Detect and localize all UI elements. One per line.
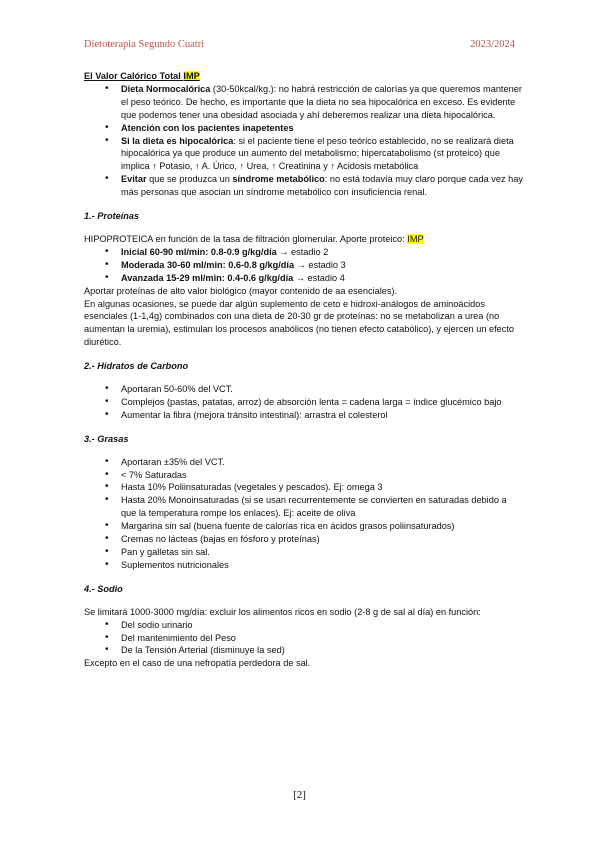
list-item: • Evitar que se produzca un síndrome metabólico: no está todavía muy claro porque cada vez hay más personas que asocian un síndrome metabólico con insuficiencia renal.	[84, 173, 524, 199]
list-item: • Hasta 20% Monoinsaturadas (si se usan recurrentemente se convierten en saturadas debido a que la temperatura rompe los enlaces). Ej: aceite de oliva	[84, 494, 524, 520]
sodio-list	[84, 619, 524, 658]
section-title-grasas: 3.- Grasas	[84, 433, 129, 444]
list-item: • Del sodio urinario	[84, 619, 524, 632]
section-title-sodio: 4.- Sodio	[84, 583, 123, 594]
list-item: • Del mantenimiento del Peso	[84, 632, 524, 645]
list-item: • Dieta Normocalórica (30-50kcal/kg.): no habrá restricción de calorías ya que queremos mantener el peso teórico. De hecho, es importante que la dieta no sea hipocalórica en exceso. Es evidente que podemos tener una obesidad asociada y ahí deberemos realizar una dieta hipocalórica.	[84, 83, 524, 122]
proteinas-intro: HIPOPROTEICA en función de la tasa de filtración glomerular. Aporte proteico: IMP	[84, 233, 424, 244]
list-item: • < 7% Saturadas	[84, 469, 524, 482]
hidratos-list	[84, 383, 524, 422]
imp-highlight: IMP	[407, 233, 424, 244]
list-item: • Si la dieta es hipocalórica: si el paciente tiene el peso teórico establecido, no se realizará dieta hipocalórica ya que produce un aumento del metabolismo; hipercatabolismo (st proteico) que implica ↑ Potasio, ↑ A. Úrico, ↑ Urea, ↑ Creatinina y ↑ Acidosis metabólica	[84, 135, 524, 174]
list-item: • Hasta 10% Poliinsaturadas (vegetales y pescados). Ej: omega 3	[84, 481, 524, 494]
list-item: • Cremas no lácteas (bajas en fósforo y proteínas)	[84, 533, 524, 546]
document-body	[84, 70, 524, 670]
list-item: • Aportaran 50-60% del VCT.	[84, 383, 524, 396]
list-item: • Suplementos nutricionales	[84, 559, 524, 572]
list-item: • Aumentar la fibra (mejora tránsito intestinal): arrastra el colesterol	[84, 409, 524, 422]
section-title-vct: El Valor Calórico Total IMP	[84, 71, 200, 81]
list-item: • De la Tensión Arterial (disminuye la sed)	[84, 644, 524, 657]
header-subject: Dietoterapia Segundo Cuatri	[84, 39, 205, 50]
list-item: • Complejos (pastas, patatas, arroz) de absorción lenta = cadena larga = índice glucémico bajo	[84, 396, 524, 409]
list-item: • Moderada 30-60 ml/min: 0.6-0.8 g/kg/día → estadio 3	[84, 259, 524, 272]
list-item: • Margarina sin sal (buena fuente de calorías rica en ácidos grasos poliinsaturados)	[84, 520, 524, 533]
vct-list	[84, 83, 524, 199]
page-number: [2]	[293, 789, 306, 801]
sodio-outro: Excepto en el caso de una nefropatía perdedora de sal.	[84, 658, 311, 669]
list-item: • Pan y galletas sin sal.	[84, 546, 524, 559]
proteinas-paragraph: Aportar proteínas de alto valor biológico (mayor contenido de aa esenciales).	[84, 285, 398, 296]
header-year: 2023/2024	[470, 39, 515, 50]
imp-highlight: IMP	[183, 71, 200, 81]
list-item: • Avanzada 15-29 ml/min: 0.4-0.6 g/kg/día → estadio 4	[84, 272, 524, 285]
list-item: • Atención con los pacientes inapetentes	[84, 122, 524, 135]
grasas-list	[84, 456, 524, 572]
list-item: • Aportaran ±35% del VCT.	[84, 456, 524, 469]
proteinas-paragraph: En algunas ocasiones, se puede dar algún suplemento de ceto e hidroxi-análogos de aminoácidos esenciales (1-1,4g) combinados con una dieta de 20-30 gr de proteínas: no se metabolizan a urea (no aumentan la uremia), estimulan los procesos anabólicos (no tienen efecto catabólico), y ejercen un efecto diurético.	[84, 298, 515, 348]
section-title-proteinas: 1.- Proteínas	[84, 211, 140, 222]
list-item: • Inicial 60-90 ml/min: 0.8-0.9 g/kg/día → estadio 2	[84, 246, 524, 259]
sodio-intro: Se limitará 1000-3000 mg/día: excluir los alimentos ricos en sodio (2-8 g de sal al día) en función:	[84, 606, 481, 617]
proteinas-list	[84, 246, 524, 285]
section-title-hidratos: 2.- Hidratos de Carbono	[84, 361, 189, 372]
